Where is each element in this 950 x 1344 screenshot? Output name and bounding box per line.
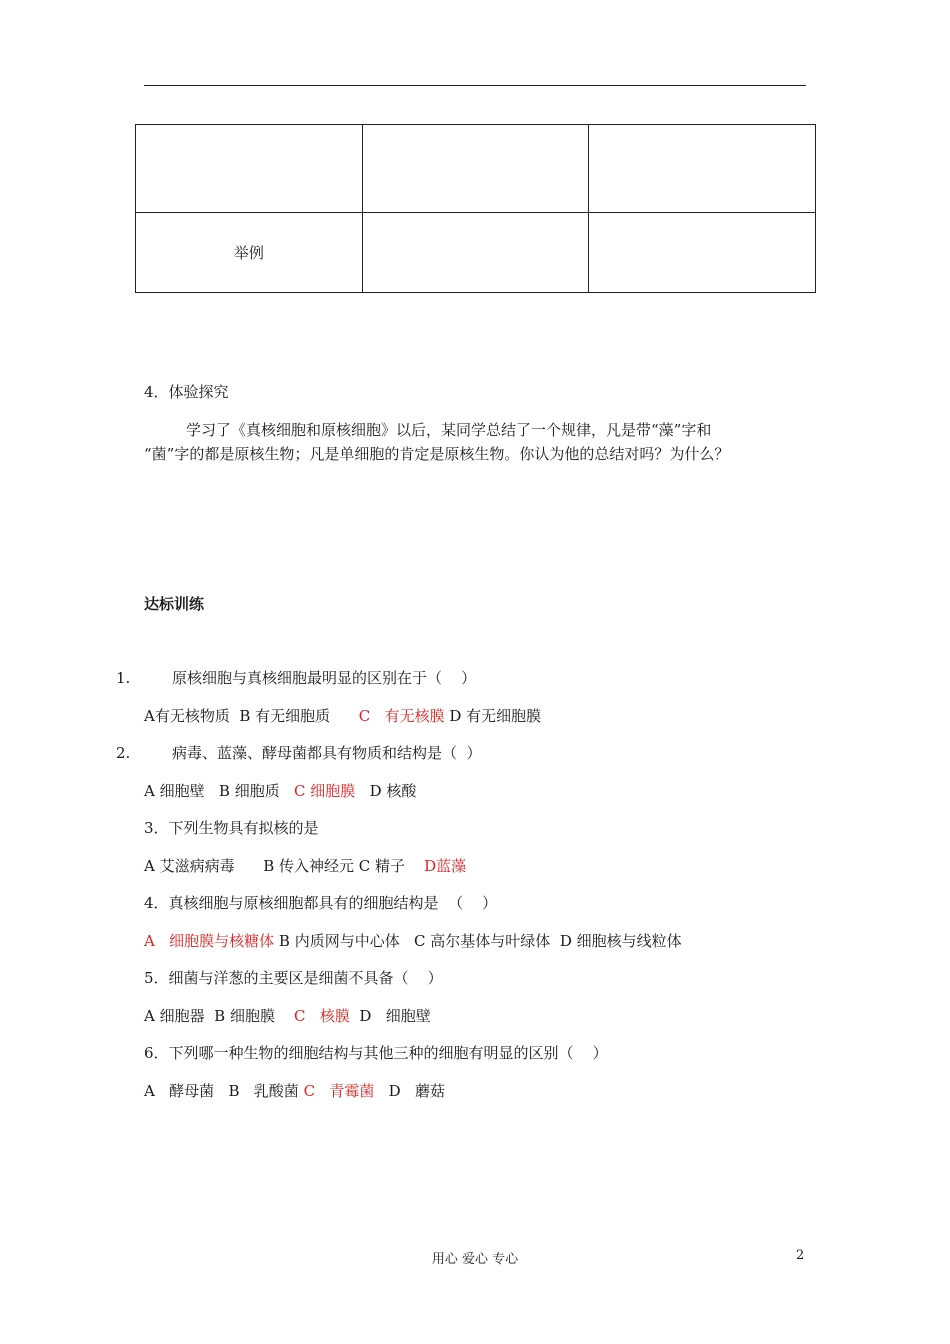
question-6-options: [144, 1081, 445, 1101]
table-cell: [362, 213, 589, 293]
question-2-options: [144, 781, 416, 801]
question-1-options: [144, 706, 541, 726]
question-1-number: 1.: [116, 669, 131, 687]
question-5-text: 5．细菌与洋葱的主要区是细菌不具备（ ）: [144, 969, 443, 987]
option-a: A有无核物质: [144, 707, 230, 725]
section-4-paragraph-line-2: “菌”字的都是原核生物；凡是单细胞的肯定是原核生物。你认为他的总结对吗？为什么？: [144, 445, 730, 463]
option-b: B 有无细胞质: [239, 707, 331, 725]
table-cell: [589, 125, 816, 213]
option-b: B 乳酸菌: [228, 1082, 299, 1100]
question-3-options: [144, 856, 466, 876]
section-4-paragraph-line-1: 学习了《真核细胞和原核细胞》以后，某同学总结了一个规律，凡是带“藻”字和: [186, 421, 712, 439]
question-1-text: 原核细胞与真核细胞最明显的区别在于（ ）: [172, 669, 477, 687]
comparison-table: [135, 124, 816, 293]
table-cell: [362, 125, 589, 213]
section-4-title: 4．体验探究: [144, 383, 229, 401]
option-b: B 内质网与中心体: [278, 932, 400, 950]
option-c: C 高尔基体与叶绿体: [414, 932, 551, 950]
option-a: A 艾滋病病毒: [144, 857, 235, 875]
option-b: B 细胞质: [218, 782, 280, 800]
option-c-answer: C 细胞膜: [294, 782, 356, 800]
question-4-options: [144, 931, 682, 951]
question-3-text: 3．下列生物具有拟核的是: [144, 819, 319, 837]
question-5-options: [144, 1006, 431, 1026]
table-cell: [136, 125, 363, 213]
option-d-answer: D蓝藻: [424, 857, 467, 875]
table-row: [136, 125, 816, 213]
option-a: A 细胞器: [144, 1007, 205, 1025]
page-number: 2: [796, 1248, 805, 1263]
option-b-c: B 传入神经元 C 精子: [263, 857, 406, 875]
option-d: D 核酸: [369, 782, 417, 800]
header-rule: [144, 85, 806, 86]
table-cell-example-label: 举例: [136, 213, 363, 293]
option-d: D 有无细胞膜: [449, 707, 542, 725]
question-2-text: 病毒、蓝藻、酵母菌都具有物质和结构是（ ）: [172, 744, 482, 762]
option-c-answer: C 核膜: [294, 1007, 350, 1025]
option-d: D 蘑菇: [388, 1082, 446, 1100]
question-4-text: 4．真核细胞与原核细胞都具有的细胞结构是 （ ）: [144, 894, 498, 912]
option-d: D 细胞核与线粒体: [559, 932, 682, 950]
question-6-text: 6．下列哪一种生物的细胞结构与其他三种的细胞有明显的区别（ ）: [144, 1044, 608, 1062]
option-b: B 细胞膜: [214, 1007, 275, 1025]
option-c-answer: C 青霉菌: [303, 1082, 375, 1100]
training-heading: 达标训练: [144, 595, 205, 613]
option-a-answer: A 细胞膜与核糖体: [144, 932, 275, 950]
page-footer: 用心 爱心 专心: [431, 1252, 519, 1267]
table-cell: [589, 213, 816, 293]
table-row: [136, 213, 816, 293]
option-a: A 酵母菌: [144, 1082, 215, 1100]
option-d: D 细胞壁: [359, 1007, 431, 1025]
option-c-answer: C 有无核膜: [358, 707, 445, 725]
question-2-number: 2.: [116, 744, 131, 762]
option-a: A 细胞壁: [144, 782, 205, 800]
